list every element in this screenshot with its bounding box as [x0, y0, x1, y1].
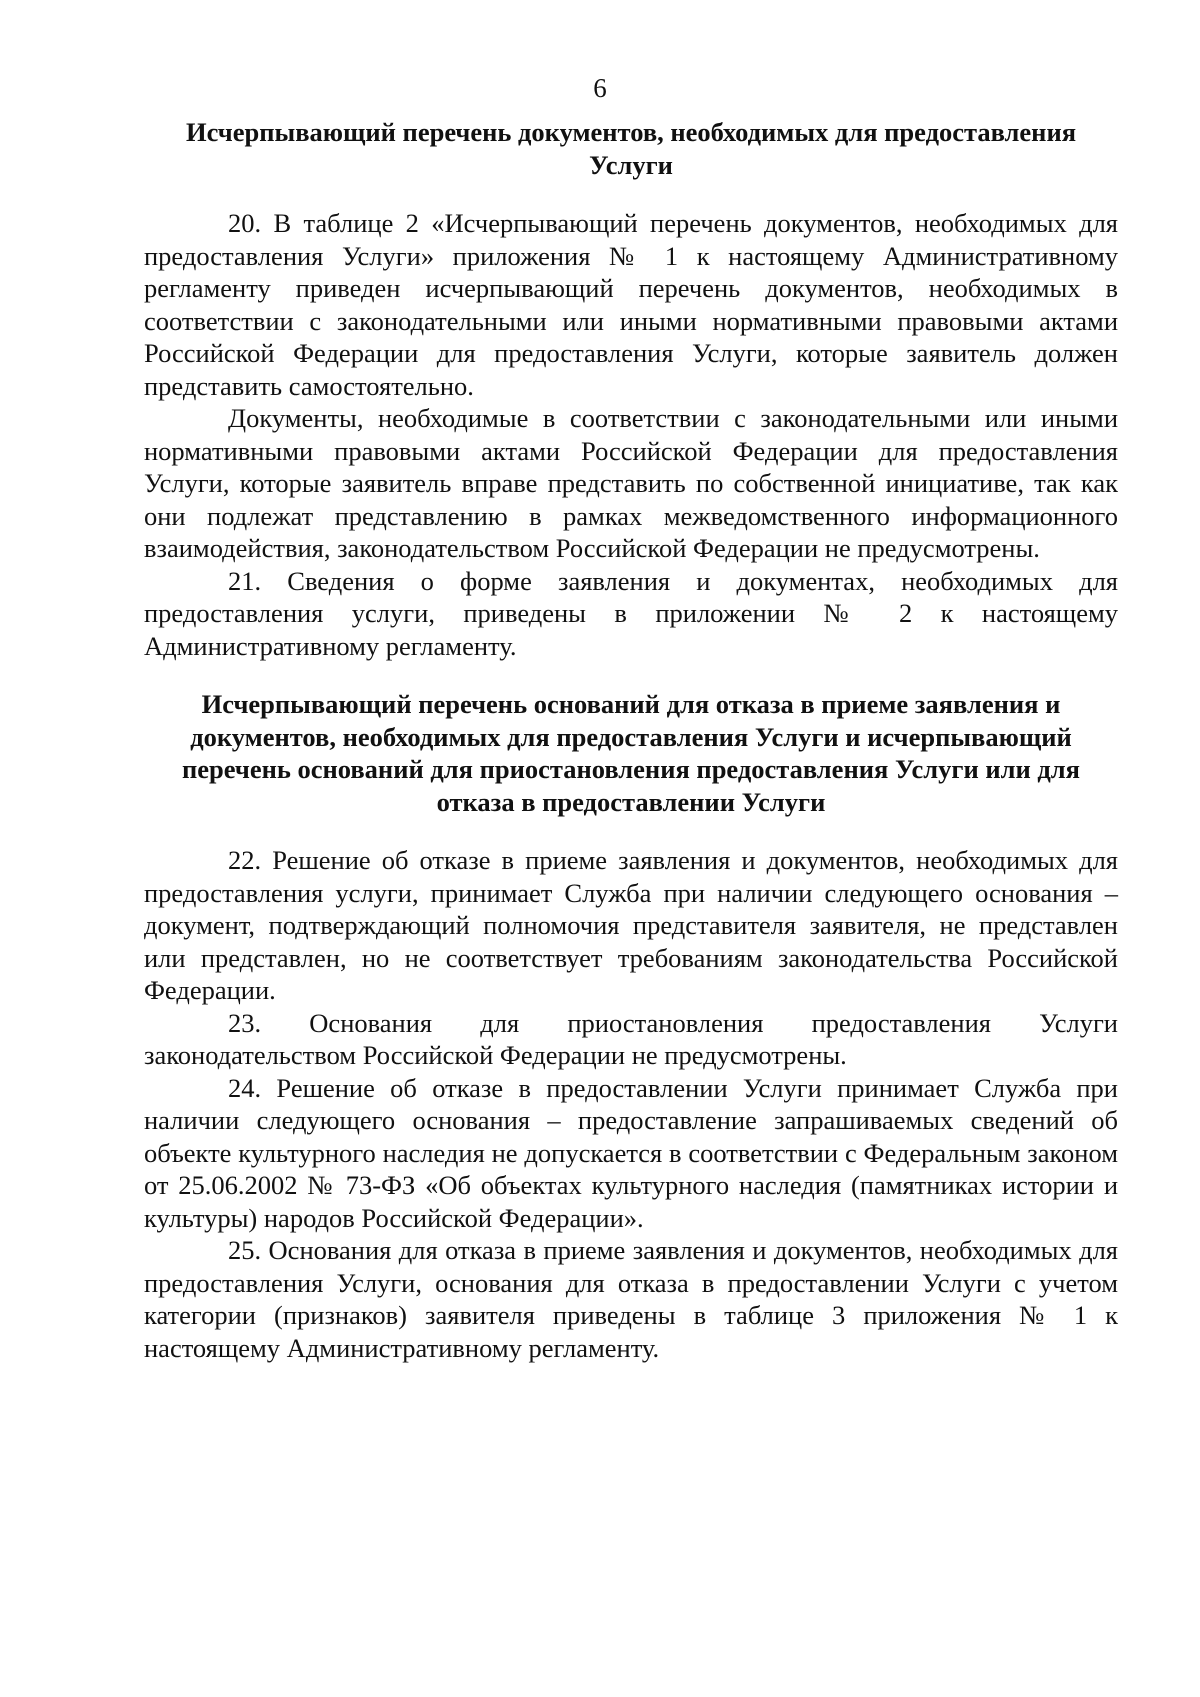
section-heading-refusal-grounds: Исчерпывающий перечень оснований для отказа в приеме заявления и документов, необходимых для предоставления Услуги и исчерпывающий перечень оснований для приостановления предоставления Услуги или для отказа в предоставлении Услуги	[182, 689, 1080, 817]
paragraph-23: 23. Основания для приостановления предоставления Услуги законодательством Российской Федерации не предусмотрены.	[144, 1007, 1118, 1070]
page-number: 6	[593, 73, 607, 103]
paragraph-documents-own-initiative: Документы, необходимые в соответствии с законодательными или иными нормативными правовыми актами Российской Федерации для предоставления Услуги, которые заявитель вправе представить по собственной инициативе, так как они подлежат представлению в рамках межведомственного информационного взаимодействия, законодательством Российской Федерации не предусмотрены.	[144, 403, 1118, 563]
paragraph-20: 20. В таблице 2 «Исчерпывающий перечень документов, необходимых для предоставления Услуги» приложения № 1 к настоящему Административному регламенту приведен исчерпывающий перечень документов, необходимых в соответствии с законодательными или иными нормативными правовыми актами Российской Федерации для предоставления Услуги, которые заявитель должен представить самостоятельно.	[144, 208, 1118, 401]
paragraph-24: 24. Решение об отказе в предоставлении Услуги принимает Служба при наличии следующего основания – предоставление запрашиваемых сведений об объекте культурного наследия не допускается в соответствии с Федеральным законом от 25.06.2002 № 73-ФЗ «Об объектах культурного наследия (памятниках истории и культуры) народов Российской Федерации».	[144, 1072, 1118, 1233]
paragraph-22: 22. Решение об отказе в приеме заявления и документов, необходимых для предоставления услуги, принимает Служба при наличии следующего основания – документ, подтверждающий полномочия представителя заявителя, не представлен или представлен, но не соответствует требованиям законодательства Российской Федерации.	[144, 845, 1118, 1005]
document-body	[144, 116, 1118, 1364]
section-heading-required-documents: Исчерпывающий перечень документов, необходимых для предоставления Услуги	[185, 117, 1077, 180]
paragraph-25: 25. Основания для отказа в приеме заявления и документов, необходимых для предоставления Услуги, основания для отказа в предоставлении Услуги с учетом категории (признаков) заявителя приведены в таблице 3 приложения № 1 к настоящему Административному регламенту.	[144, 1235, 1118, 1363]
paragraph-21: 21. Сведения о форме заявления и документах, необходимых для предоставления услуги, приведены в приложении № 2 к настоящему Административному регламенту.	[144, 565, 1118, 661]
